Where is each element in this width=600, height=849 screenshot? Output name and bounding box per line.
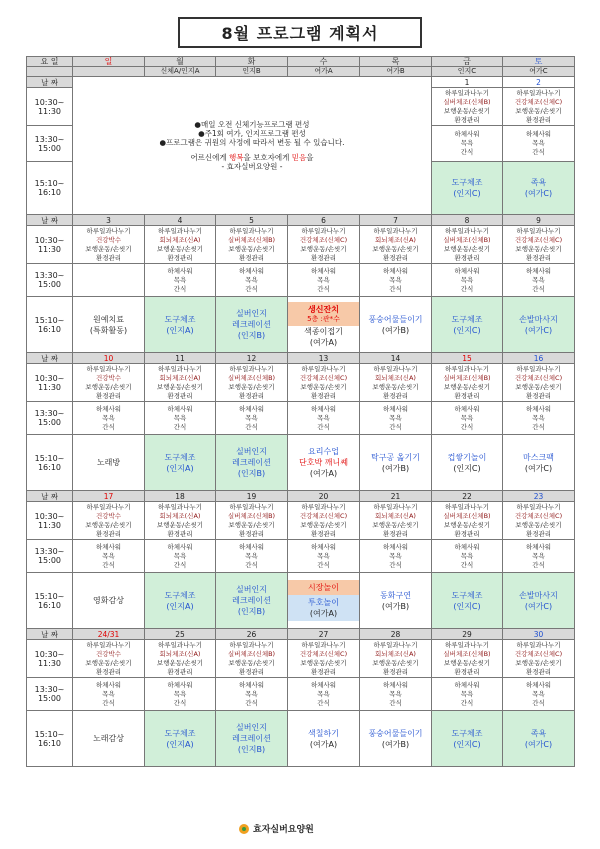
- group-fri: 인지C: [432, 67, 503, 77]
- afternoon-cell: 하체사워 목욕 간식: [288, 264, 360, 297]
- morning-cell: 하루일과나누기 회뇌체조(신A) 보행운동/손씻기 환경관리: [360, 364, 432, 402]
- afternoon-cell: 하체사워 목욕 간식: [216, 402, 288, 435]
- date-cell: 27: [288, 629, 360, 640]
- afternoon-cell: 하체사워 목욕 간식: [503, 126, 575, 162]
- notice-slogan: 어르신에게 행복을 보호자에게 믿음을: [190, 153, 314, 162]
- activity-cell: 실버인지 레크레이션 (인지B): [216, 711, 288, 767]
- date-cell: 28: [360, 629, 432, 640]
- date-cell: 25: [145, 629, 216, 640]
- afternoon-cell: 하체사워 목욕 간식: [503, 540, 575, 573]
- morning-row: [27, 226, 575, 264]
- activity-cell: 족욕 (여가C): [503, 711, 575, 767]
- activity-cell: 도구체조 (인지C): [432, 573, 503, 629]
- afternoon-cell: 하체사워 목욕 간식: [432, 402, 503, 435]
- morning-cell: 하루일과나누기 건강체조(신체C) 보행운동/손씻기 환경관리: [288, 364, 360, 402]
- date-cell: 3: [73, 215, 145, 226]
- weekday-fri: 금: [432, 57, 503, 67]
- time-label: 10:30~ 11:30: [27, 364, 73, 402]
- activity-cell: [288, 573, 360, 629]
- weekday-header-row: [27, 57, 575, 67]
- weekday-thu: 목: [360, 57, 432, 67]
- weekday-mon: 월: [145, 57, 216, 67]
- date-cell: 21: [360, 491, 432, 502]
- group-header-row: [27, 67, 575, 77]
- date-cell: 29: [432, 629, 503, 640]
- morning-cell: 하루일과나누기 건강체조(신체C) 보행운동/손씻기 환경관리: [503, 502, 575, 540]
- activity-cell: 컵쌓기놀이 (인지C): [432, 435, 503, 491]
- afternoon-row: [27, 678, 575, 711]
- afternoon-cell: 하체사워 목욕 간식: [73, 402, 145, 435]
- group-wed: 여가A: [288, 67, 360, 77]
- afternoon-cell: 하체사워 목욕 간식: [432, 264, 503, 297]
- afternoon-cell: 하체사워 목욕 간식: [145, 264, 216, 297]
- date-cell: 23: [503, 491, 575, 502]
- date-cell: 6: [288, 215, 360, 226]
- time-label: 10:30~ 11:30: [27, 88, 73, 126]
- market-event: 시장놀이: [288, 580, 359, 595]
- group-thu: 여가B: [360, 67, 432, 77]
- time-label: 10:30~ 11:30: [27, 226, 73, 264]
- group-tue: 인지B: [216, 67, 288, 77]
- activity-cell: 영화감상: [73, 573, 145, 629]
- activity-cell: 노래감상: [73, 711, 145, 767]
- activity-cell: 색칠하기 (여가A): [288, 711, 360, 767]
- date-cell: 24/31: [73, 629, 145, 640]
- afternoon-cell: 하체사워 목욕 간식: [216, 678, 288, 711]
- activity-cell: 도구체조 (인지A): [145, 435, 216, 491]
- afternoon-cell: [73, 264, 145, 297]
- afternoon-cell: 하체사워 목욕 간식: [503, 264, 575, 297]
- date-cell: 26: [216, 629, 288, 640]
- afternoon-cell: 하체사워 목욕 간식: [288, 540, 360, 573]
- activity-cell: 도구체조 (인지A): [145, 297, 216, 353]
- activity-cell: 손발마사지 (여가C): [503, 573, 575, 629]
- afternoon-row: [27, 540, 575, 573]
- date-row: [27, 353, 575, 364]
- morning-cell: 하루일과나누기 건강체조(신체C) 보행운동/손씻기 환경관리: [503, 364, 575, 402]
- morning-cell: 하루일과나누기 실버체조(신체B) 보행운동/손씻기 환경관리: [432, 640, 503, 678]
- morning-cell: 하루일과나누기 건강체조(신체C) 보행운동/손씻기 환경관리: [503, 226, 575, 264]
- morning-cell: 하루일과나누기 실버체조(신체B) 보행운동/손씻기 환경관리: [432, 226, 503, 264]
- date-cell: 9: [503, 215, 575, 226]
- morning-cell: 하루일과나누기 회뇌체조(신A) 보행운동/손씻기 환경관리: [360, 640, 432, 678]
- morning-cell: 하루일과나누기 실버체조(신체B) 보행운동/손씻기 환경관리: [432, 502, 503, 540]
- activity-cell: 실버인지 레크레이션 (인지B): [216, 573, 288, 629]
- time-label: 15:10~ 16:10: [27, 435, 73, 491]
- activity-cell: 탁구공 옮기기 (여가B): [360, 435, 432, 491]
- activity-cell: 마스크팩 (여가C): [503, 435, 575, 491]
- activity-cell: 풍숭어물들이기 (여가B): [360, 297, 432, 353]
- time-label: 13:30~ 15:00: [27, 678, 73, 711]
- activity-cell: 노래방: [73, 435, 145, 491]
- afternoon-cell: 하체사워 목욕 간식: [216, 540, 288, 573]
- page-title: 8월 프로그램 계획서: [178, 17, 422, 48]
- activity-cell: 도구체조 (인지A): [145, 573, 216, 629]
- morning-cell: 하루일과나누기 실버체조(신체B) 보행운동/손씻기 환경관리: [216, 502, 288, 540]
- date-cell: 10: [73, 353, 145, 364]
- morning-cell: 하루일과나누기 회뇌체조(신A) 보행운동/손씻기 환경관리: [360, 502, 432, 540]
- notice-box: [73, 77, 432, 215]
- date-row: [27, 215, 575, 226]
- birthday-event: 생신잔치 5층 :관*수: [288, 302, 359, 326]
- weekday-sat: 토: [503, 57, 575, 67]
- activity-cell: 실버인지 레크레이션 (인지B): [216, 297, 288, 353]
- afternoon-cell: 하체사워 목욕 간식: [216, 264, 288, 297]
- afternoon-cell: 하체사워 목욕 간식: [503, 402, 575, 435]
- morning-cell: 하루일과나누기 건강박수 보행운동/손씻기 환경관리: [73, 502, 145, 540]
- date-cell: 13: [288, 353, 360, 364]
- notice-signature: - 효자실버요양원 -: [221, 162, 283, 171]
- afternoon-cell: 하체사워 목욕 간식: [73, 540, 145, 573]
- time-label: 10:30~ 11:30: [27, 502, 73, 540]
- morning-cell: 하루일과나누기 실버체조(신체B) 보행운동/손씻기 환경관리: [216, 226, 288, 264]
- time-label: 13:30~ 15:00: [27, 126, 73, 162]
- morning-cell: 하루일과나누기 회뇌체조(신A) 보행운동/손씻기 환경관리: [145, 502, 216, 540]
- activity-cell: 도구체조 (인지C): [432, 162, 503, 215]
- activity-cell: 생신잔치 5층 :관*수 색종이접기 (여가A): [288, 297, 360, 353]
- date-row: [27, 77, 575, 88]
- morning-cell: 하루일과나누기 실버체조(신체B) 보행운동/손씻기 환경관리: [216, 364, 288, 402]
- date-cell: 19: [216, 491, 288, 502]
- date-cell: 5: [216, 215, 288, 226]
- morning-cell: 하루일과나누기 실버체조(신체B) 보행운동/손씻기 환경관리: [432, 364, 503, 402]
- group-sun: [73, 67, 145, 77]
- group-sat: 여가C: [503, 67, 575, 77]
- afternoon-cell: 하체사워 목욕 간식: [145, 402, 216, 435]
- morning-row: [27, 502, 575, 540]
- afternoon-cell: 하체사워 목욕 간식: [73, 678, 145, 711]
- afternoon-row: [27, 402, 575, 435]
- activity-row: [27, 711, 575, 767]
- date-cell: 17: [73, 491, 145, 502]
- activity-cell: 족욕 (여가C): [503, 162, 575, 215]
- morning-cell: 하루일과나누기 건강체조(신체C) 보행운동/손씻기 환경관리: [288, 502, 360, 540]
- date-label: 날 짜: [27, 77, 73, 88]
- morning-cell: 하루일과나누기 건강체조(신체C) 보행운동/손씻기 환경관리: [503, 88, 575, 126]
- notice-line: ●프로그램은 귀원의 사정에 따라서 변동 될 수 있습니다.: [159, 138, 345, 147]
- date-cell: 15: [432, 353, 503, 364]
- weekday-tue: 화: [216, 57, 288, 67]
- afternoon-cell: 하체사워 목욕 간식: [360, 264, 432, 297]
- afternoon-cell: 하체사워 목욕 간식: [503, 678, 575, 711]
- date-cell: 11: [145, 353, 216, 364]
- notice-line: ●주1회 여가, 인지프로그램 편성: [198, 129, 306, 138]
- activity-row: [27, 573, 575, 629]
- date-cell: 4: [145, 215, 216, 226]
- morning-cell: 하루일과나누기 회뇌체조(신A) 보행운동/손씻기 환경관리: [145, 226, 216, 264]
- morning-cell: 하루일과나누기 건강박수 보행운동/손씻기 환경관리: [73, 226, 145, 264]
- activity-cell: 도구체조 (인지C): [432, 711, 503, 767]
- afternoon-cell: 하체사워 목욕 간식: [432, 540, 503, 573]
- afternoon-cell: 하체사워 목욕 간식: [432, 678, 503, 711]
- afternoon-cell: 하체사워 목욕 간식: [360, 402, 432, 435]
- time-label: 13:30~ 15:00: [27, 264, 73, 297]
- afternoon-cell: 하체사워 목욕 간식: [145, 678, 216, 711]
- date-row: [27, 491, 575, 502]
- tuho-event: 투호놀이 (여가A): [288, 595, 359, 621]
- group-blank: [27, 67, 73, 77]
- activity-row: [27, 435, 575, 491]
- time-label: 15:10~ 16:10: [27, 162, 73, 215]
- activity-cell: 풍숭어물들이기 (여가B): [360, 711, 432, 767]
- morning-cell: 하루일과나누기 회뇌체조(신A) 보행운동/손씻기 환경관리: [145, 640, 216, 678]
- date-cell: 16: [503, 353, 575, 364]
- footer-brand: [239, 822, 314, 835]
- afternoon-cell: 하체사워 목욕 간식: [360, 678, 432, 711]
- afternoon-cell: 하체사워 목욕 간식: [145, 540, 216, 573]
- date-label: 날 짜: [27, 215, 73, 226]
- afternoon-cell: 하체사워 목욕 간식: [288, 678, 360, 711]
- morning-row: [27, 364, 575, 402]
- morning-cell: 하루일과나누기 실버체조(신체B) 보행운동/손씻기 환경관리: [216, 640, 288, 678]
- afternoon-cell: 하체사워 목욕 간식: [432, 126, 503, 162]
- date-cell: 18: [145, 491, 216, 502]
- morning-cell: 하루일과나누기 건강체조(신체C) 보행운동/손씻기 환경관리: [288, 226, 360, 264]
- activity-cell: 손발마사지 (여가C): [503, 297, 575, 353]
- afternoon-cell: 하체사워 목욕 간식: [360, 540, 432, 573]
- date-cell: 20: [288, 491, 360, 502]
- notice-line: ●매일 오전 신체기능프로그램 편성: [194, 120, 310, 129]
- time-label: 15:10~ 16:10: [27, 711, 73, 767]
- morning-cell: 하루일과나누기 회뇌체조(신A) 보행운동/손씻기 환경관리: [360, 226, 432, 264]
- group-mon: 신체A/인지A: [145, 67, 216, 77]
- time-label: 13:30~ 15:00: [27, 540, 73, 573]
- time-label: 15:10~ 16:10: [27, 297, 73, 353]
- morning-row: [27, 640, 575, 678]
- date-cell: 12: [216, 353, 288, 364]
- date-row: [27, 629, 575, 640]
- date-cell: 2: [503, 77, 575, 88]
- morning-cell: 하루일과나누기 건강체조(신체C) 보행운동/손씻기 환경관리: [503, 640, 575, 678]
- activity-cell: 실버인지 레크레이션 (인지B): [216, 435, 288, 491]
- activity-cell: 도구체조 (인지A): [145, 711, 216, 767]
- weekday-sun: 일: [73, 57, 145, 67]
- weekday-label: 요 일: [27, 57, 73, 67]
- date-label: 날 짜: [27, 353, 73, 364]
- afternoon-row: [27, 264, 575, 297]
- afternoon-cell: 하체사워 목욕 간식: [288, 402, 360, 435]
- date-label: 날 짜: [27, 491, 73, 502]
- activity-cell: 동화구연 (여가B): [360, 573, 432, 629]
- time-label: 10:30~ 11:30: [27, 640, 73, 678]
- weekday-wed: 수: [288, 57, 360, 67]
- brand-name: 효자실버요양원: [253, 825, 314, 835]
- morning-cell: 하루일과나누기 건강박수 보행운동/손씻기 환경관리: [73, 640, 145, 678]
- date-cell: 30: [503, 629, 575, 640]
- morning-cell: 하루일과나누기 회뇌체조(신A) 보행운동/손씻기 환경관리: [145, 364, 216, 402]
- date-cell: 22: [432, 491, 503, 502]
- schedule-table: [26, 56, 575, 767]
- activity-cell: 도구체조 (인지C): [432, 297, 503, 353]
- brand-logo-icon: [239, 824, 249, 834]
- date-cell: 14: [360, 353, 432, 364]
- activity-cell: 요리수업 단호박 깨니쎼 (여가A): [288, 435, 360, 491]
- date-cell: 7: [360, 215, 432, 226]
- time-label: 15:10~ 16:10: [27, 573, 73, 629]
- activity-row: [27, 297, 575, 353]
- date-label: 날 짜: [27, 629, 73, 640]
- date-cell: 8: [432, 215, 503, 226]
- morning-cell: 하루일과나누기 실버체조(신체B) 보행운동/손씻기 환경관리: [432, 88, 503, 126]
- time-label: 13:30~ 15:00: [27, 402, 73, 435]
- morning-cell: 하루일과나누기 건강박수 보행운동/손씻기 환경관리: [73, 364, 145, 402]
- activity-cell: 원예치료 (특화활동): [73, 297, 145, 353]
- date-cell: 1: [432, 77, 503, 88]
- morning-cell: 하루일과나누기 건강체조(신체C) 보행운동/손씻기 환경관리: [288, 640, 360, 678]
